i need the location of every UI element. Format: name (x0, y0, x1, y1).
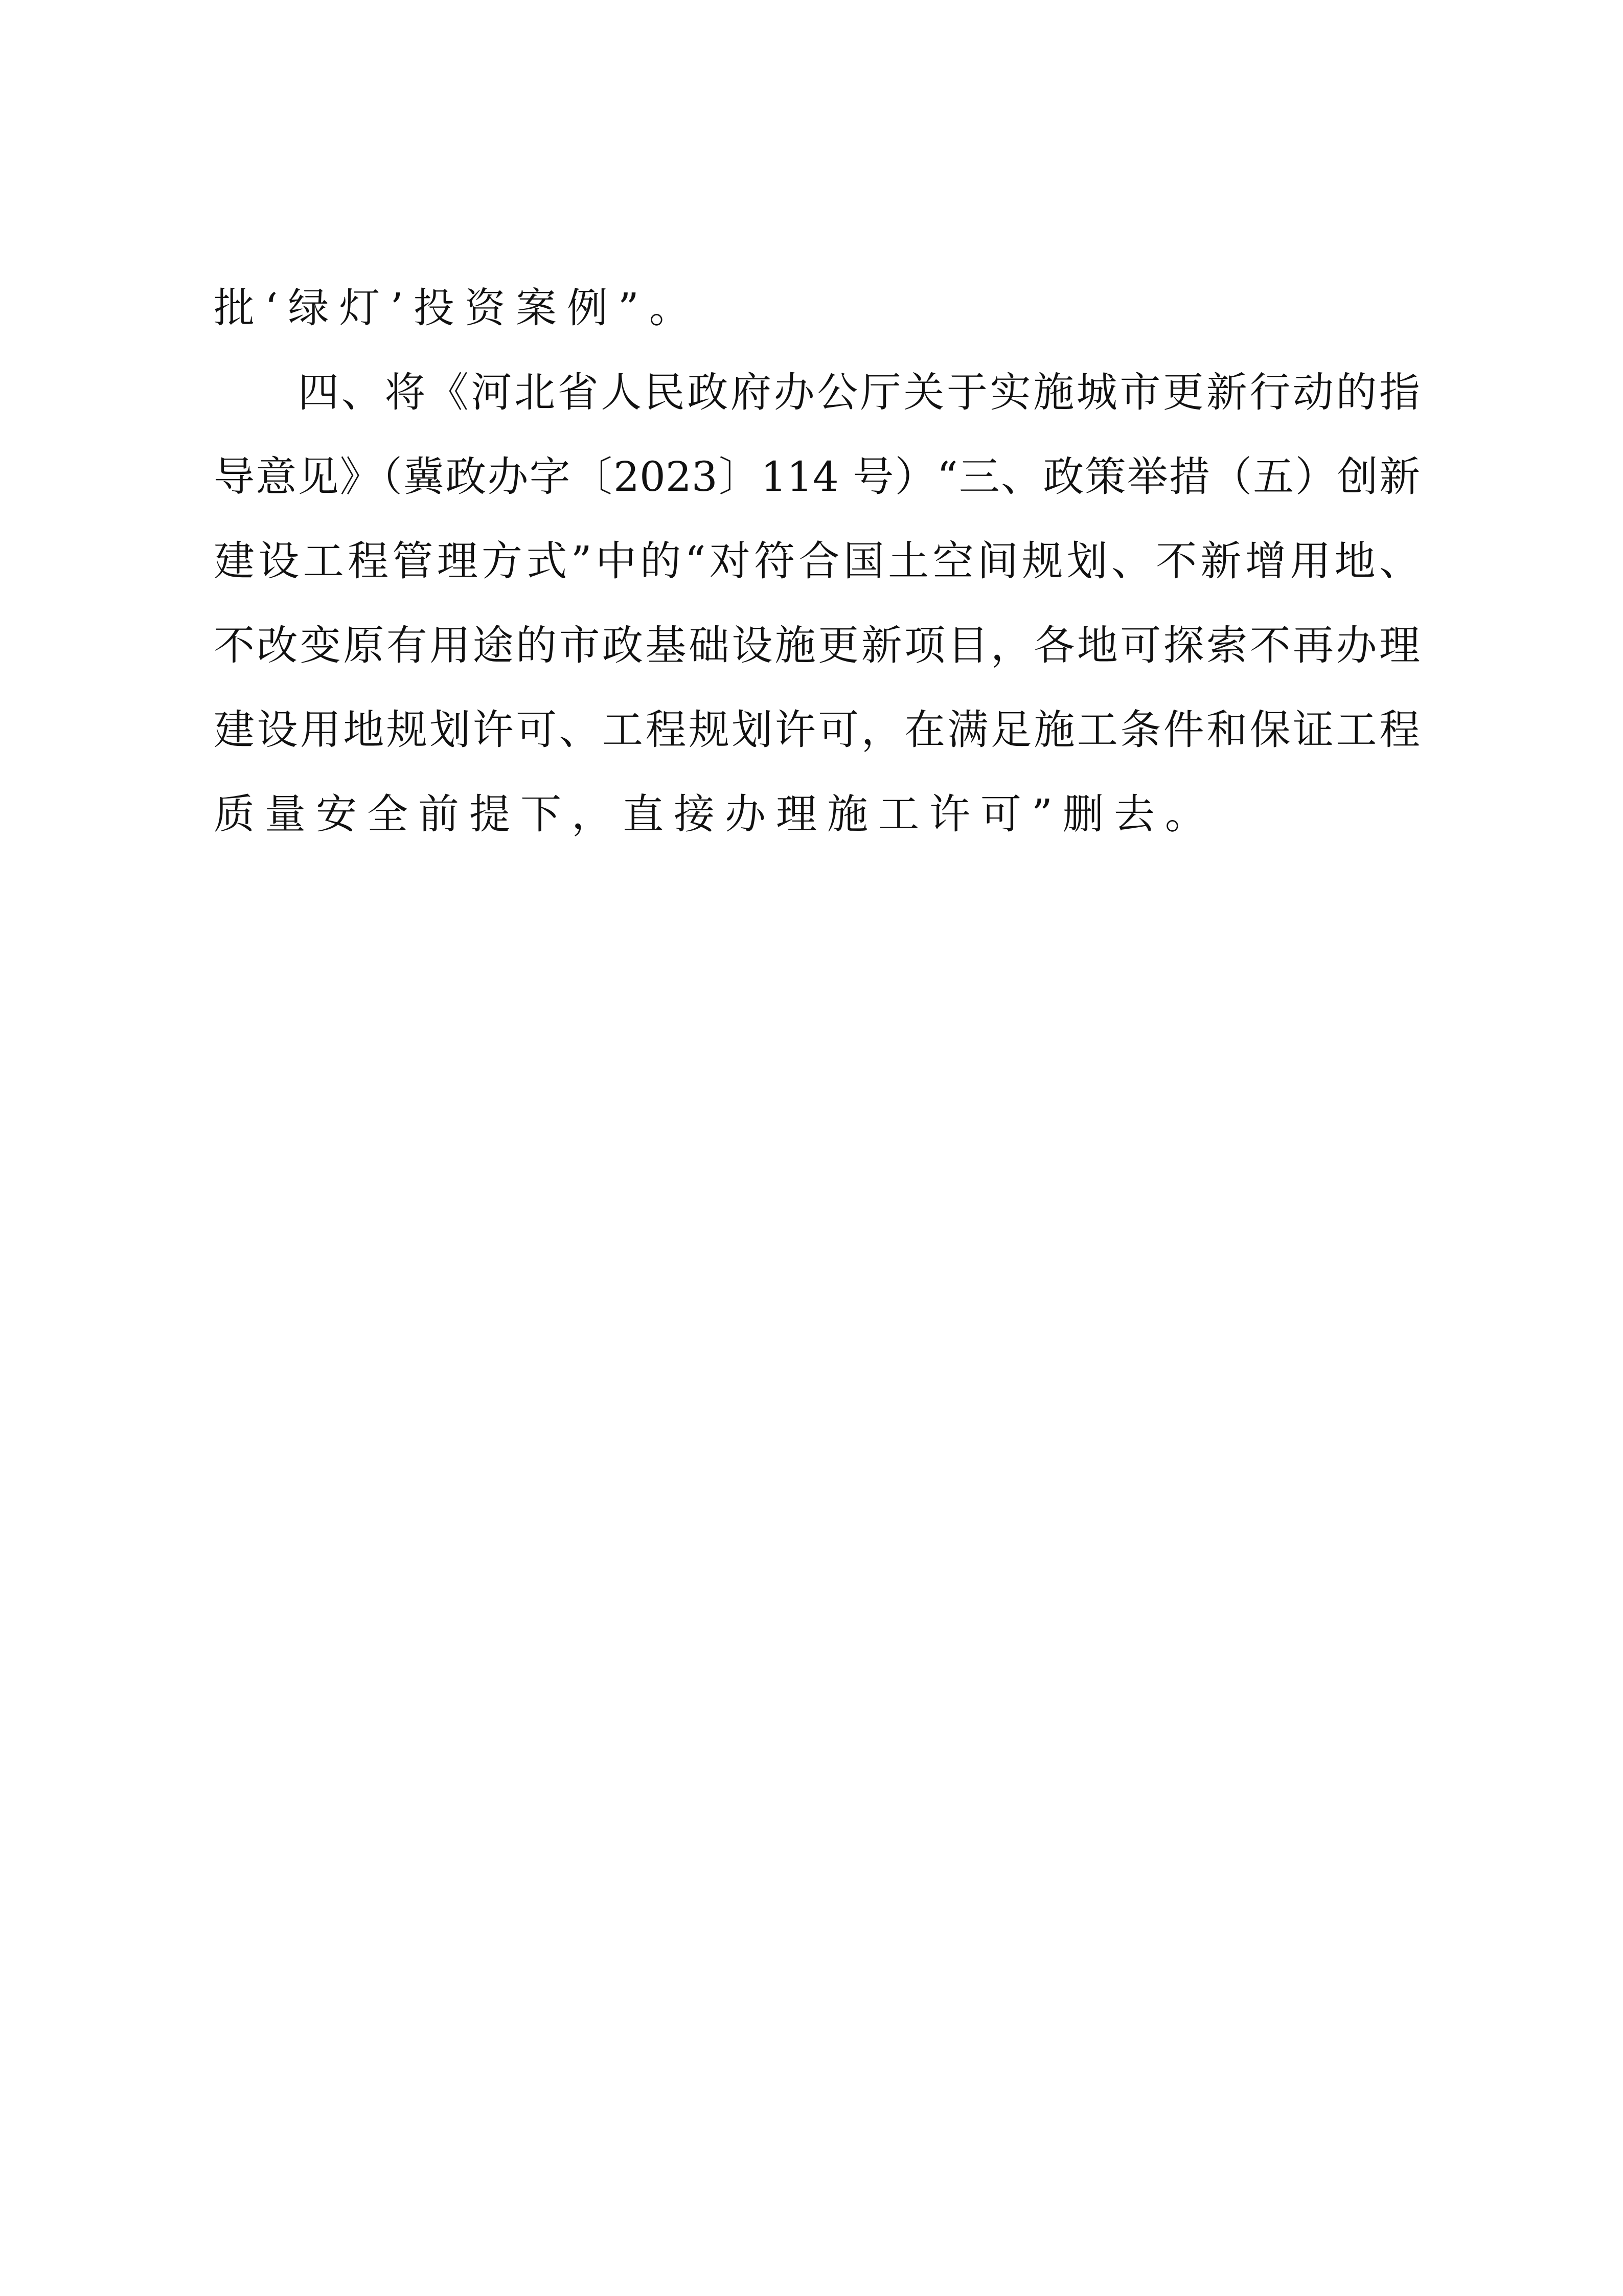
text-line-3: 导意见》（冀政办字〔2023〕114 号）“三、政策举措（五）创新 (214, 453, 1420, 501)
text-line-5: 不改变原有用途的市政基础设施更新项目，各地可探索不再办理 (214, 622, 1420, 669)
text-line-6: 建设用地规划许可、工程规划许可，在满足施工条件和保证工程 (214, 706, 1420, 754)
body-text (214, 266, 1420, 856)
text-line-7: 质量安全前提下，直接办理施工许可”删去。 (214, 790, 1216, 838)
text-line-1: 批‘绿灯’投资案例”。 (214, 284, 700, 332)
text-line-4: 建设工程管理方式”中的“对符合国土空间规划、不新增用地、 (214, 537, 1420, 585)
text-line-2: 四、将《河北省人民政府办公厅关于实施城市更新行动的指 (298, 369, 1420, 416)
